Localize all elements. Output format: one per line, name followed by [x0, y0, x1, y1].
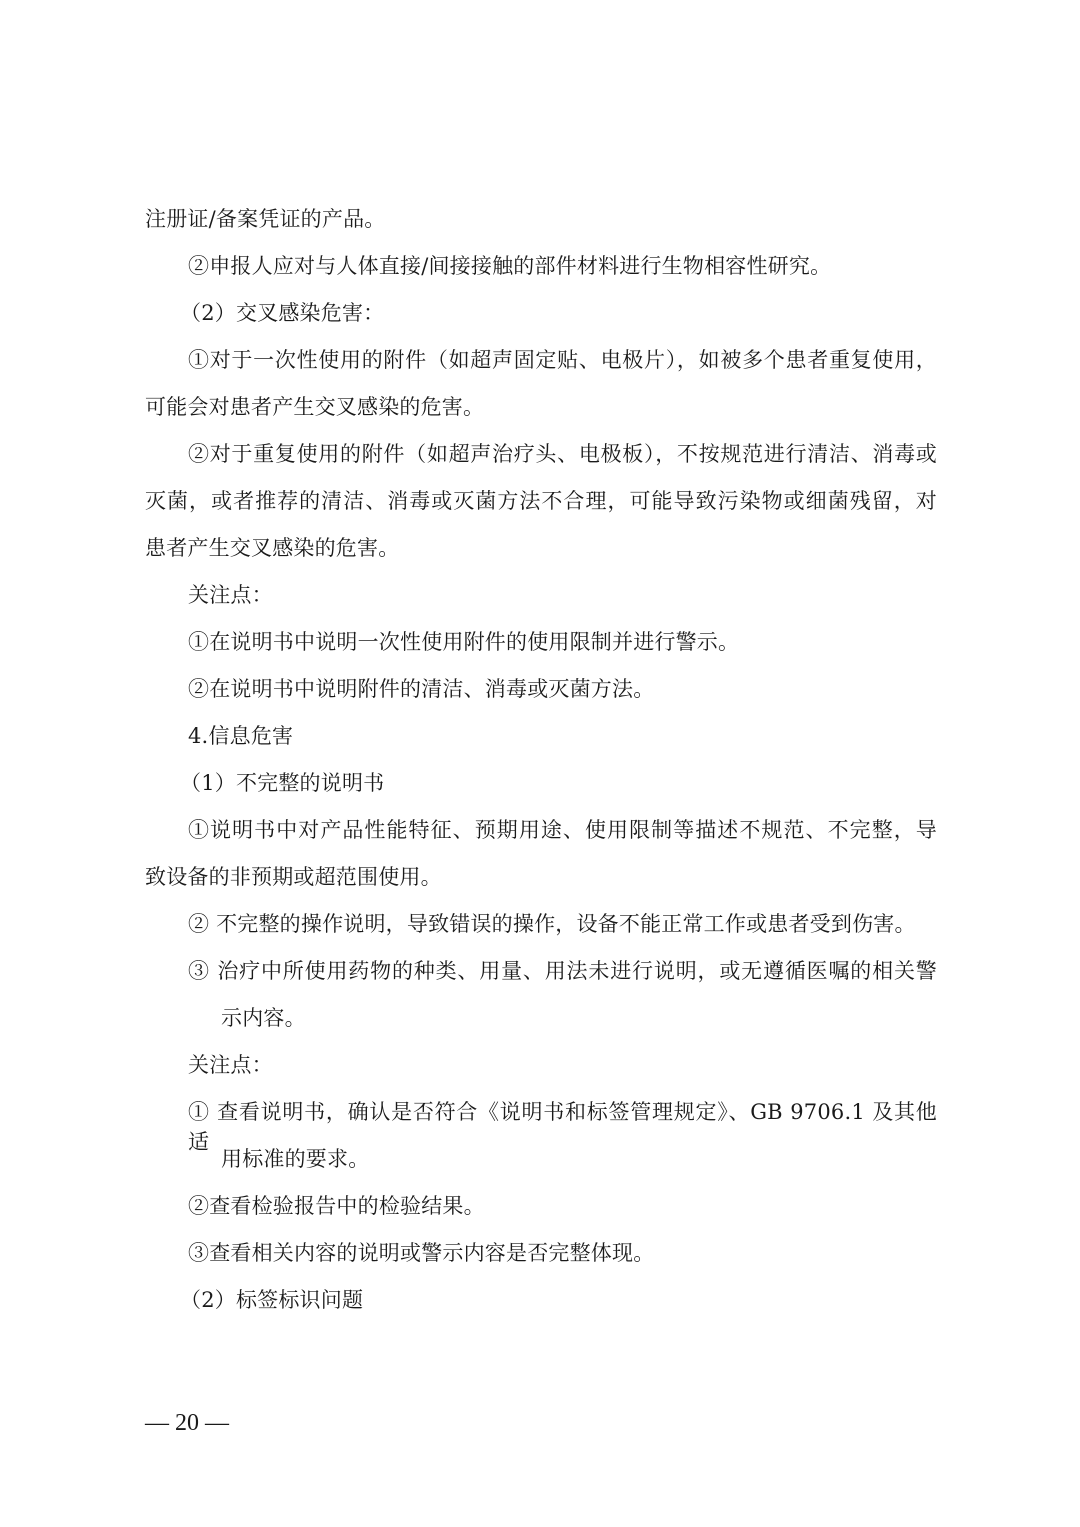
text-line-4: ①对于一次性使用的附件（如超声固定贴、电极片），如被多个患者重复使用， — [188, 348, 937, 372]
section-heading-cross-infection: （2）交叉感染危害： — [180, 301, 385, 325]
text-line-20: ① 查看说明书，确认是否符合《说明书和标签管理规定》、GB 9706.1 及其他适 — [188, 1100, 937, 1154]
text-line-17: ③ 治疗中所使用药物的种类、用量、用法未进行说明，或无遵循医嘱的相关警 — [188, 959, 937, 983]
text-line-10: ①在说明书中说明一次性使用附件的使用限制并进行警示。 — [188, 630, 740, 654]
text-line-2: ②申报人应对与人体直接/间接接触的部件材料进行生物相容性研究。 — [188, 254, 832, 278]
text-line-23: ③查看相关内容的说明或警示内容是否完整体现。 — [188, 1241, 655, 1265]
text-line-1: 注册证/备案凭证的产品。 — [145, 207, 386, 231]
text-line-5: 可能会对患者产生交叉感染的危害。 — [145, 395, 485, 419]
text-line-22: ②查看检验报告中的检验结果。 — [188, 1194, 485, 1218]
text-line-18: 示内容。 — [221, 1006, 306, 1030]
section-heading-incomplete-manual: （1）不完整的说明书 — [180, 771, 385, 795]
focus-heading-2: 关注点： — [188, 1053, 273, 1077]
section-heading-label-issues: （2）标签标识问题 — [180, 1288, 364, 1312]
text-line-21: 用标准的要求。 — [221, 1147, 370, 1171]
text-line-7: 灭菌，或者推荐的清洁、消毒或灭菌方法不合理，可能导致污染物或细菌残留，对 — [145, 489, 937, 513]
text-line-6: ②对于重复使用的附件（如超声治疗头、电极板），不按规范进行清洁、消毒或 — [188, 442, 937, 466]
text-line-14: ①说明书中对产品性能特征、预期用途、使用限制等描述不规范、不完整，导 — [188, 818, 937, 842]
text-line-11: ②在说明书中说明附件的清洁、消毒或灭菌方法。 — [188, 677, 655, 701]
page-number: — 20 — — [145, 1410, 229, 1436]
text-line-8: 患者产生交叉感染的危害。 — [145, 536, 400, 560]
text-line-15: 致设备的非预期或超范围使用。 — [145, 865, 442, 889]
text-line-16: ② 不完整的操作说明，导致错误的操作，设备不能正常工作或患者受到伤害。 — [188, 912, 916, 936]
focus-heading-1: 关注点： — [188, 583, 273, 607]
section-heading-information-hazard: 4.信息危害 — [188, 724, 294, 748]
